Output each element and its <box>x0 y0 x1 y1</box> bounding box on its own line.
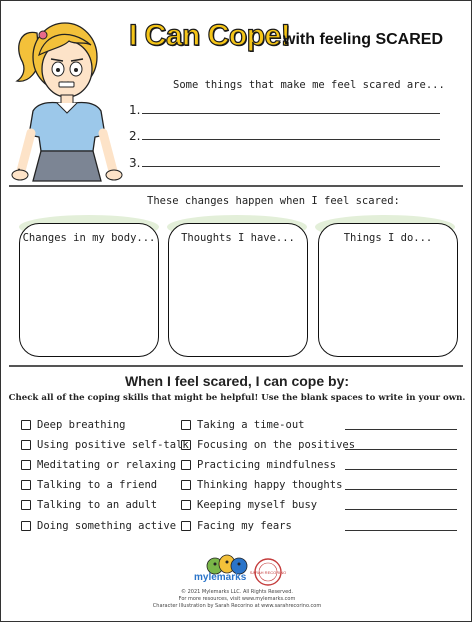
checkbox[interactable] <box>21 460 31 470</box>
skill-checkbox-item[interactable] <box>21 439 189 451</box>
section-divider-2 <box>9 365 463 367</box>
scared-girl-illustration <box>9 11 127 191</box>
trigger-number-2: 2. <box>129 129 141 143</box>
trigger-number-1: 1. <box>129 103 141 117</box>
custom-skill-line[interactable] <box>345 429 457 430</box>
custom-skill-line[interactable] <box>345 469 457 470</box>
box-body-changes-label: Changes in my body... <box>22 232 156 244</box>
section-divider <box>9 185 463 187</box>
skill-checkbox-item[interactable] <box>21 479 157 491</box>
illustrator-badge-text: SARAH RECORINO <box>249 570 287 575</box>
skill-checkbox-item[interactable] <box>181 459 336 471</box>
checkbox[interactable] <box>21 480 31 490</box>
trigger-line-1[interactable] <box>142 113 440 114</box>
skill-label: Using positive self-talk <box>37 439 189 451</box>
box-thoughts[interactable] <box>168 223 308 357</box>
checkbox[interactable] <box>21 521 31 531</box>
skill-checkbox-item[interactable] <box>181 499 317 511</box>
skill-label: Taking a time-out <box>197 419 305 431</box>
coping-heading: When I feel scared, I can cope by: <box>124 373 350 389</box>
custom-skill-line[interactable] <box>345 449 457 450</box>
checkbox[interactable] <box>21 440 31 450</box>
triggers-prompt: Some things that make me feel scared are... <box>173 79 445 91</box>
box-actions-label: Things I do... <box>343 232 433 244</box>
coping-instructions: Check all of the coping skills that might be helpful! Use the blank spaces to write in your own. <box>8 393 466 403</box>
skill-label: Keeping myself busy <box>197 499 318 511</box>
skill-checkbox-item[interactable] <box>181 419 304 431</box>
custom-skill-line[interactable] <box>345 530 457 531</box>
checkbox[interactable] <box>181 521 191 531</box>
checkbox[interactable] <box>181 440 191 450</box>
skill-label: Talking to an adult <box>37 499 158 511</box>
worksheet-title: I Can Cope! <box>129 19 291 52</box>
skill-checkbox-item[interactable] <box>181 439 355 451</box>
skill-checkbox-item[interactable] <box>181 479 342 491</box>
trigger-number-3: 3. <box>129 156 141 170</box>
worksheet-subtitle: with feeling SCARED <box>283 31 444 48</box>
checkbox[interactable] <box>181 500 191 510</box>
skill-checkbox-item[interactable] <box>21 499 157 511</box>
skill-label: Practicing mindfulness <box>197 459 337 471</box>
box-thoughts-label: Thoughts I have... <box>181 232 295 244</box>
checkbox[interactable] <box>21 500 31 510</box>
skill-checkbox-item[interactable] <box>21 520 176 532</box>
custom-skill-line[interactable] <box>345 489 457 490</box>
skill-label: Facing my fears <box>197 520 292 532</box>
skill-label: Deep breathing <box>37 419 126 431</box>
trigger-line-3[interactable] <box>142 166 440 167</box>
skill-checkbox-item[interactable] <box>21 459 176 471</box>
mylemarks-logo: mylemarks <box>194 572 247 583</box>
trigger-line-2[interactable] <box>142 139 440 140</box>
checkbox[interactable] <box>21 420 31 430</box>
skill-label: Doing something active <box>37 520 177 532</box>
skill-checkbox-item[interactable] <box>181 520 292 532</box>
illustrator-credit-text: Character Illustration by Sarah Recorino at www.sarahrecorino.com <box>152 603 322 609</box>
skill-label: Meditating or relaxing <box>37 459 177 471</box>
resources-text: For more resources, visit www.mylemarks.com <box>178 596 296 602</box>
skill-label: Thinking happy thoughts <box>197 479 343 491</box>
box-actions[interactable] <box>318 223 458 357</box>
copyright-text: © 2021 Mylemarks LLC. All Rights Reserved. <box>181 589 293 595</box>
checkbox[interactable] <box>181 420 191 430</box>
checkbox[interactable] <box>181 460 191 470</box>
checkbox[interactable] <box>181 480 191 490</box>
skill-checkbox-item[interactable] <box>21 419 126 431</box>
illustrator-badge-icon <box>249 557 287 587</box>
custom-skill-line[interactable] <box>345 509 457 510</box>
skill-label: Focusing on the positives <box>197 439 356 451</box>
skill-label: Talking to a friend <box>37 479 158 491</box>
changes-prompt: These changes happen when I feel scared: <box>147 195 400 207</box>
box-body-changes[interactable] <box>19 223 159 357</box>
